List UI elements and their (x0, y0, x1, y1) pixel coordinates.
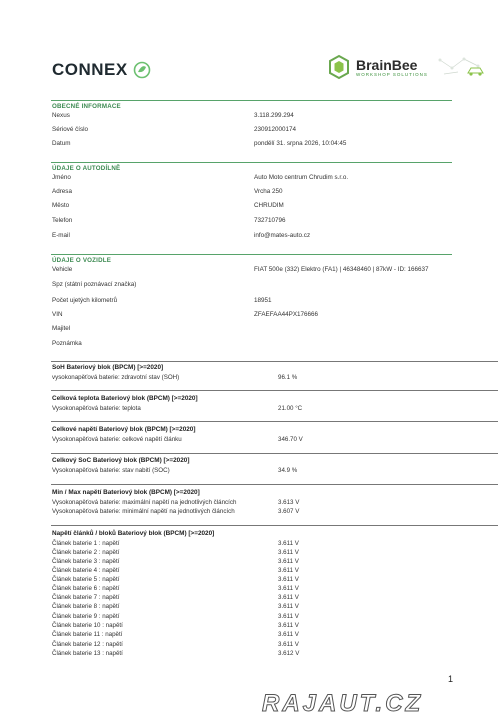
vehicle-value: ZFAEFAA44PX176666 (254, 311, 319, 318)
cell-value: 3.611 V (278, 613, 299, 620)
measurement-rule (51, 525, 498, 526)
measurement-title: Celkové napětí Bateriový blok (BPCM) [>=2020] (52, 426, 196, 433)
workshop-value: info@mates-auto.cz (254, 232, 311, 239)
measurement-value: 346.70 V (278, 436, 303, 443)
cell-label: Článek baterie 13 : napětí (52, 650, 123, 657)
general-label: Datum (52, 140, 71, 147)
workshop-label: Jméno (52, 174, 71, 181)
workshop-label: Telefon (52, 217, 73, 224)
cell-label: Článek baterie 9 : napětí (52, 613, 120, 620)
measurement-value: 21.00 °C (278, 405, 303, 412)
cell-value: 3.611 V (278, 576, 299, 583)
vehicle-value: 18951 (254, 297, 272, 304)
measurement-label: Vysokonapěťová baterie: minimální napětí na jednotlivých článcích (52, 508, 235, 515)
vehicle-label: Majitel (52, 325, 71, 332)
workshop-section-title: ÚDAJE O AUTODÍLNĚ (52, 165, 121, 172)
car-network-icon (438, 54, 488, 80)
vehicle-label: Poznámka (52, 340, 82, 347)
connex-logo (52, 60, 151, 80)
measurement-label: Vysokonapěťová baterie: maximální napětí na jednotlivých článcích (52, 499, 237, 506)
cell-value: 3.611 V (278, 567, 299, 574)
vehicle-label: VIN (52, 311, 63, 318)
watermark: RAJAUT.CZ (262, 690, 424, 717)
vehicle-label: Vehicle (52, 266, 73, 273)
cell-value: 3.611 V (278, 585, 299, 592)
measurement-rule (51, 484, 498, 485)
cell-value: 3.611 V (278, 594, 299, 601)
measurement-title: SoH Bateriový blok (BPCM) [>=2020] (52, 364, 164, 371)
workshop-label: E-mail (52, 232, 70, 239)
measurement-label: vysokonapěťová baterie: zdravotní stav (SOH) (52, 374, 180, 381)
measurement-label: Vysokonapěťová baterie: stav nabití (SOC) (52, 467, 170, 474)
general-label: Sériové číslo (52, 126, 89, 133)
measurement-label: Vysokonapěťová baterie: celkové napětí článku (52, 436, 182, 443)
workshop-label: Adresa (52, 188, 72, 195)
general-value: 230912000174 (254, 126, 297, 133)
cell-label: Článek baterie 10 : napětí (52, 622, 123, 629)
workshop-value: CHRUDIM (254, 202, 284, 209)
vehicle-section-title: ÚDAJE O VOZIDLE (52, 257, 112, 264)
cell-value: 3.611 V (278, 558, 299, 565)
measurement-title: Napětí článků / bloků Bateriový blok (BPCM) [>=2020] (52, 530, 215, 537)
workshop-label: Město (52, 202, 70, 209)
cell-label: Článek baterie 8 : napětí (52, 603, 120, 610)
workshop-value: 732710796 (254, 217, 286, 224)
cell-value: 3.611 V (278, 641, 299, 648)
brainbee-logo-subtitle: WORKSHOP SOLUTIONS (356, 71, 428, 77)
cell-label: Článek baterie 3 : napětí (52, 558, 120, 565)
cell-value: 3.611 V (278, 622, 299, 629)
workshop-value: Auto Moto centrum Chrudim s.r.o. (254, 174, 349, 181)
connex-logo-text: CONNEX (52, 60, 128, 79)
general-section-rule (51, 100, 452, 101)
general-value: 3.118.299.294 (254, 112, 294, 119)
measurement-value: 3.613 V (278, 499, 300, 506)
measurement-label: Vysokonapěťová baterie: teplota (52, 405, 141, 412)
vehicle-label: Spz (státní poznávací značka) (52, 281, 137, 288)
page-number: 1 (447, 674, 453, 684)
vehicle-label: Počet ujetých kilometrů (52, 297, 118, 304)
measurement-title: Min / Max napětí Bateriový blok (BPCM) [>=2020] (52, 489, 200, 496)
cell-label: Článek baterie 2 : napětí (52, 549, 120, 556)
general-label: Nexus (52, 112, 70, 119)
measurement-rule (51, 453, 498, 454)
vehicle-section-rule (51, 254, 452, 255)
cell-label: Článek baterie 6 : napětí (52, 585, 120, 592)
cell-label: Článek baterie 12 : napětí (52, 641, 123, 648)
measurement-title: Celková teplota Bateriový blok (BPCM) [>=2020] (52, 395, 198, 402)
cell-value: 3.611 V (278, 540, 299, 547)
measurement-value: 96.1 % (278, 374, 298, 381)
measurement-value: 3.607 V (278, 508, 300, 515)
cell-label: Článek baterie 11 : napětí (52, 631, 123, 638)
vehicle-value: FIAT 500e (332) Elektro (FA1) | 46348460 | 87kW - ID: 166637 (254, 266, 429, 273)
cell-value: 3.611 V (278, 549, 299, 556)
cell-label: Článek baterie 7 : napětí (52, 594, 120, 601)
cell-label: Článek baterie 1 : napětí (52, 540, 120, 547)
hexagon-bee-icon (326, 54, 352, 80)
measurement-rule (51, 421, 498, 422)
connex-leaf-icon (133, 61, 151, 79)
cell-label: Článek baterie 5 : napětí (52, 576, 120, 583)
workshop-section-rule (51, 162, 452, 163)
brainbee-logo-text: BrainBee (356, 56, 418, 73)
cell-value: 3.612 V (278, 650, 300, 657)
cell-value: 3.611 V (278, 631, 299, 638)
measurement-value: 34.9 % (278, 467, 298, 474)
cell-value: 3.611 V (278, 603, 299, 610)
measurement-rule (51, 390, 498, 391)
measurement-rule (51, 361, 498, 362)
workshop-value: Vrcha 250 (254, 188, 283, 195)
cell-label: Článek baterie 4 : napětí (52, 567, 120, 574)
brainbee-logo (326, 54, 488, 80)
general-value: pondělí 31. srpna 2026, 10:04:45 (254, 140, 347, 147)
general-section-title: OBECNÉ INFORMACE (52, 103, 121, 110)
measurement-title: Celkový SoC Bateriový blok (BPCM) [>=2020] (52, 457, 190, 464)
